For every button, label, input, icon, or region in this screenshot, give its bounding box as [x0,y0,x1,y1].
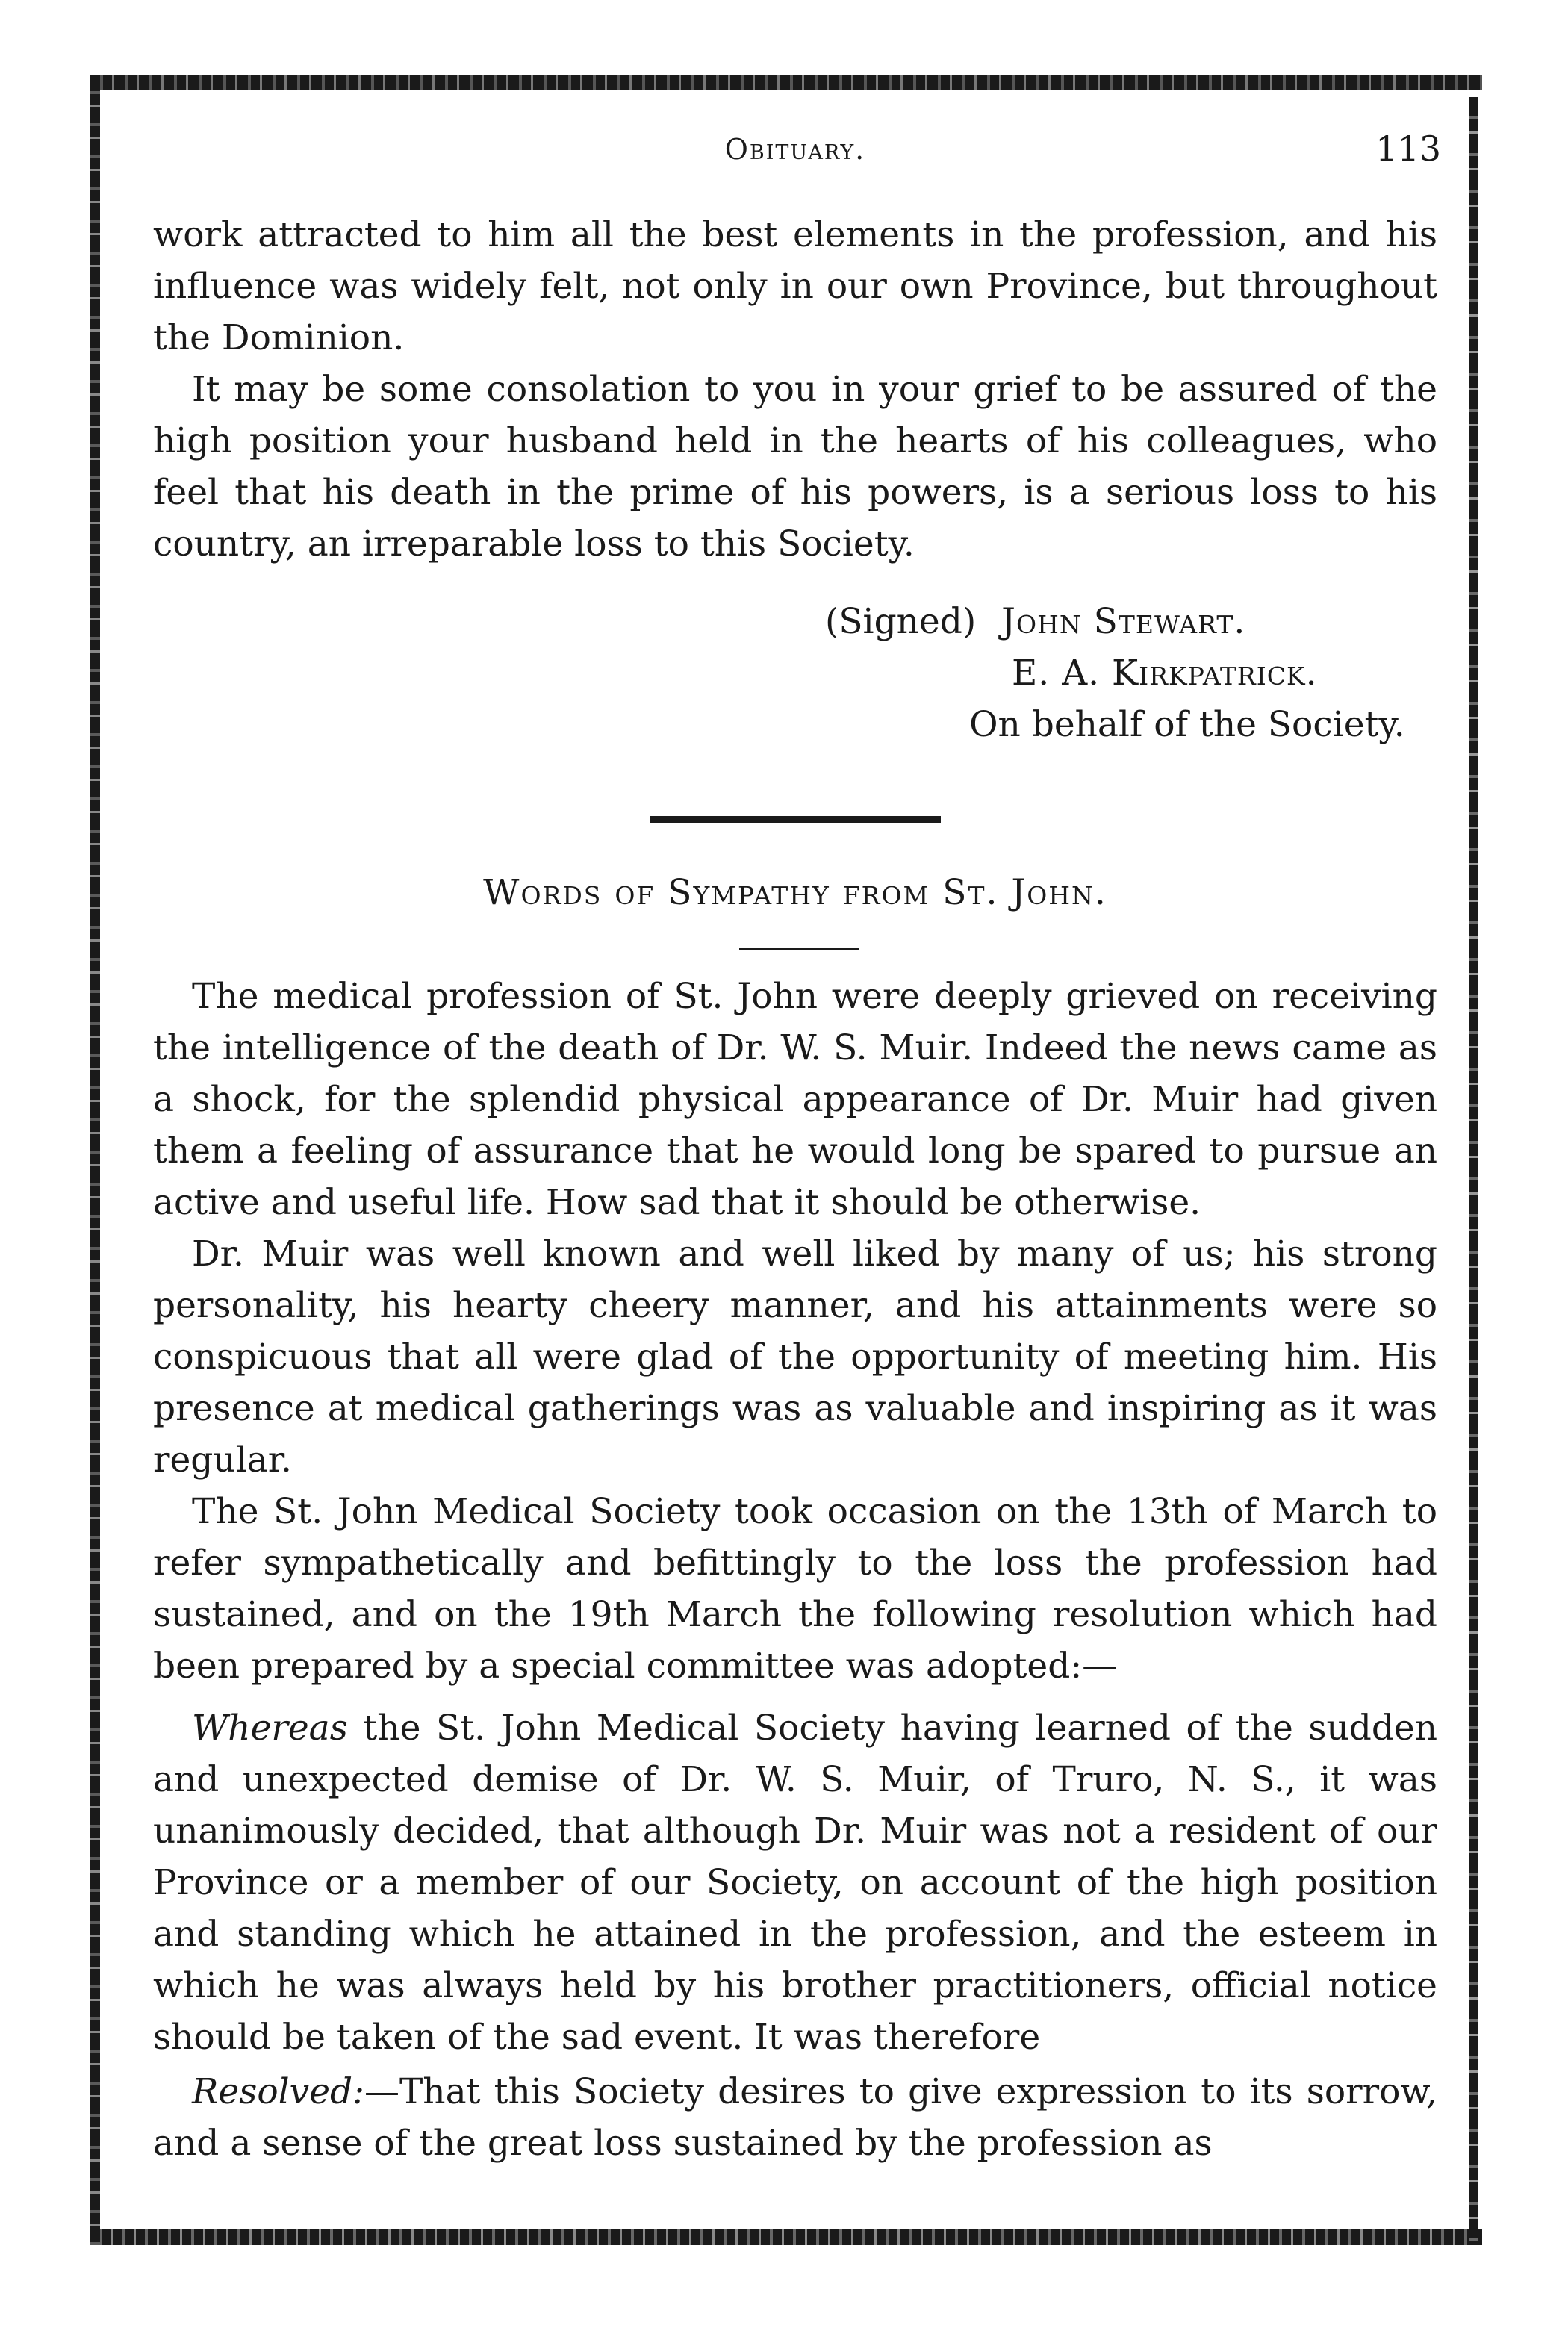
whereas-lead: Whereas [192,1708,348,1749]
letter-paragraph: work attracted to him all the best elements in the profession, and his influence was widely felt, not only in our own Province, but throughout the Dominion. [153,214,1437,358]
page-border-top [90,75,1482,90]
section-heading: Words of Sympathy from St. John. [483,872,1107,913]
running-head [149,128,1441,178]
section-paragraph: Dr. Muir was well known and well liked by many of us; his strong personality, his hearty cheery manner, and his attainments were so conspicuous that all were glad of the opportunity of meeting him. His presence at medical gatherings was as valuable and inspiring as it was regular. [153,1233,1437,1481]
resolved-paragraph [153,2066,1437,2169]
signatory-name: John Stewart. [1001,601,1246,642]
whereas-paragraph [153,1702,1437,2063]
page-border-right [1469,97,1478,2245]
letter-paragraph: It may be some consolation to you in your grief to be assured of the high position your husband held in the hearts of his colleagues, who feel that his death in the prime of his powers, is a serious loss to his country, an irreparable loss to this Society. [153,369,1437,564]
resolved-lead: Resolved: [192,2071,364,2112]
letter-body [153,209,1437,570]
running-title: Obituary. [724,133,866,166]
whereas-text: the St. John Medical Society having learned of the sudden and unexpected demise of Dr. W. S. Muir, of Truro, N. S., it was unanimously decided, that although Dr. Muir was not a resident of our Province or a member of our Society, on account of the high position and standing which he attained in the profession, and the esteem in which he was always held by his brother practitioners, official notice should be taken of the sad event. It was therefore [153,1708,1437,2058]
page-border-left [90,75,100,2245]
page-border-bottom [90,2229,1482,2245]
section-paragraph: The St. John Medical Society took occasion on the 13th of March to refer sympathetically and befittingly to the loss the profession had sustained, and on the 19th March the following resolution which had been prepared by a special committee was adopted:— [153,1491,1437,1687]
section-body [153,971,1437,2169]
section-paragraph: The medical profession of St. John were deeply grieved on receiving the intelligence of the death of Dr. W. S. Muir. Indeed the news came as a shock, for the splendid physical appearance of Dr. Muir had given them a feeling of assurance that he would long be spared to pursue an active and useful life. How sad that it should be otherwise. [153,976,1437,1223]
signed-label: (Signed) [825,601,977,642]
signatory-name: E. A. Kirkpatrick. [1012,653,1318,694]
section-divider [650,816,941,823]
signature-line [825,596,1245,647]
page-number: 113 [1375,128,1441,169]
resolved-text: —That this Society desires to give expression to its sorrow, and a sense of the great loss sustained by the profession as [153,2071,1437,2164]
on-behalf-line: On behalf of the Society. [969,704,1405,745]
heading-underline [739,948,859,950]
